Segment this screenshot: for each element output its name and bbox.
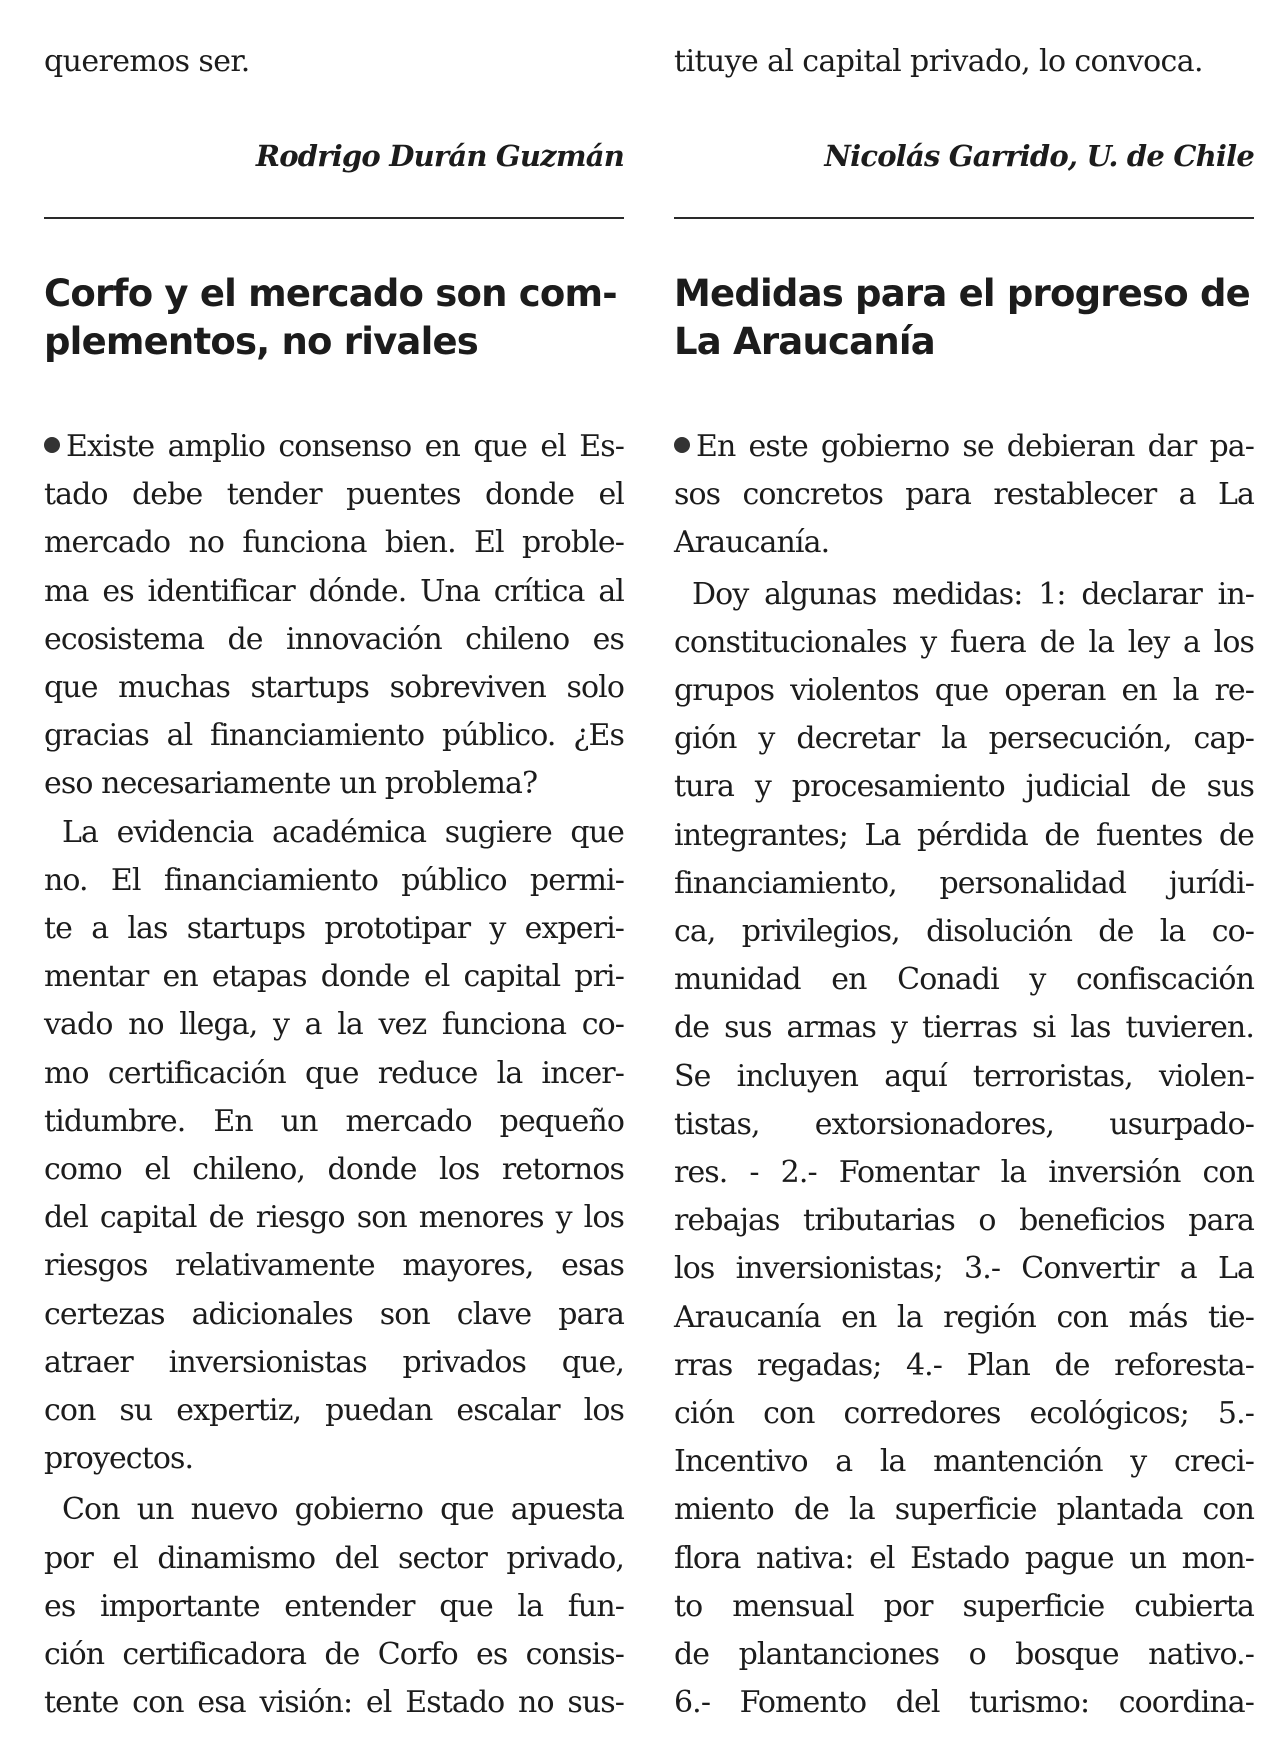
text-line: ma es identificar dónde. Una crítica al <box>44 573 624 609</box>
bullet-icon <box>674 437 690 453</box>
column-divider-rule <box>674 217 1254 219</box>
text-line: Se incluyen aquí terroristas, violen- <box>674 1058 1254 1094</box>
paragraph <box>44 809 624 1484</box>
text-line: tente con esa visión: el Estado no sus- <box>44 1685 624 1721</box>
text-line: gión y decretar la persecución, cap- <box>674 721 1254 757</box>
previous-letter-ending: tituye al capital privado, lo convoca. <box>674 44 1203 79</box>
previous-letter-ending: queremos ser. <box>44 44 250 79</box>
text-line: ca, privilegios, disolución de la co- <box>674 914 1254 950</box>
text-line: Doy algunas medidas: 1: declarar in- <box>692 576 1254 612</box>
text-line: 6.- Fomento del turismo: coordina- <box>674 1685 1254 1721</box>
column-divider-rule <box>44 217 624 219</box>
text-line: riesgos relativamente mayores, esas <box>44 1248 624 1284</box>
text-line: ción con corredores ecológicos; 5.- <box>674 1396 1254 1432</box>
text-line: como el chileno, donde los retornos <box>44 1152 624 1188</box>
text-line: integrantes; La pérdida de fuentes de <box>674 817 1254 853</box>
text-line: ecosistema de innovación chileno es <box>44 621 624 657</box>
text-line: mercado no funciona bien. El proble- <box>44 525 624 561</box>
paragraph <box>44 423 624 809</box>
text-line: miento de la superficie plantada con <box>674 1492 1254 1528</box>
text-line: que muchas startups sobreviven solo <box>44 670 624 706</box>
text-line: Incentivo a la mantención y creci- <box>674 1444 1254 1480</box>
text-line: certezas adicionales son clave para <box>44 1296 624 1332</box>
text-line: Con un nuevo gobierno que apuesta <box>62 1492 624 1528</box>
text-line: proyectos. <box>44 1441 194 1477</box>
paragraph <box>674 571 1254 1728</box>
text-line: rebajas tributarias o beneficios para <box>674 1203 1254 1239</box>
text-line: de plantanciones o bosque nativo.- <box>674 1637 1254 1673</box>
text-line: por el dinamismo del sector privado, <box>44 1540 624 1576</box>
letter-signature: Rodrigo Durán Guzmán <box>255 139 624 173</box>
text-line: de sus armas y tierras si las tuvieren. <box>674 1010 1254 1046</box>
letter-body <box>44 423 624 1727</box>
text-line: munidad en Conadi y confiscación <box>674 962 1254 998</box>
text-line: no. El financiamiento público permi- <box>44 862 624 898</box>
bullet-icon <box>44 437 60 453</box>
text-line: Araucanía en la región con más tie- <box>674 1299 1254 1335</box>
text-line: los inversionistas; 3.- Convertir a La <box>674 1251 1254 1287</box>
text-line: vado no llega, y a la vez funciona co- <box>44 1007 624 1043</box>
text-line: tidumbre. En un mercado pequeño <box>44 1103 624 1139</box>
text-line: con su expertiz, puedan escalar los <box>44 1393 624 1429</box>
letter-signature: Nicolás Garrido, U. de Chile <box>824 139 1254 173</box>
text-line: tistas, extorsionadores, usurpado- <box>674 1106 1254 1142</box>
text-line: rras regadas; 4.- Plan de reforesta- <box>674 1347 1254 1383</box>
headline-line: Corfo y el mercado son com- <box>44 272 617 315</box>
letter-headline <box>44 270 624 366</box>
text-line: tura y procesamiento judicial de sus <box>674 769 1254 805</box>
headline-line: La Araucanía <box>674 320 935 363</box>
text-line: te a las startups prototipar y experi- <box>44 911 624 947</box>
text-line: ción certificadora de Corfo es consis- <box>44 1637 624 1673</box>
text-line: es importante entender que la fun- <box>44 1588 624 1624</box>
text-line: mo certificación que reduce la incer- <box>44 1055 624 1091</box>
text-line: eso necesariamente un problema? <box>44 766 538 802</box>
text-line: tado debe tender puentes donde el <box>44 477 624 513</box>
text-line: La evidencia académica sugiere que <box>62 814 624 850</box>
text-line: En este gobierno se debieran dar pa- <box>674 423 1254 471</box>
text-line: flora nativa: el Estado pague un mon- <box>674 1540 1254 1576</box>
text-line: financiamiento, personalidad jurídi- <box>674 865 1254 901</box>
text-line: sos concretos para restablecer a La <box>674 477 1254 513</box>
headline-line: Medidas para el progreso de <box>674 272 1250 315</box>
letter-body <box>674 423 1254 1727</box>
text-line: constitucionales y fuera de la ley a los <box>674 624 1254 660</box>
text-line: mentar en etapas donde el capital pri- <box>44 959 624 995</box>
paragraph <box>674 423 1254 568</box>
text-line: res. - 2.- Fomentar la inversión con <box>674 1155 1254 1191</box>
text-line: Existe amplio consenso en que el Es- <box>44 423 624 471</box>
text-line: atraer inversionistas privados que, <box>44 1344 624 1380</box>
headline-line: plementos, no rivales <box>44 320 478 363</box>
text-line: del capital de riesgo son menores y los <box>44 1200 624 1236</box>
paragraph <box>44 1486 624 1727</box>
text-line: to mensual por superficie cubierta <box>674 1588 1254 1624</box>
letter-headline <box>674 270 1254 366</box>
text-line: grupos violentos que operan en la re- <box>674 673 1254 709</box>
text-line: gracias al financiamiento público. ¿Es <box>44 718 624 754</box>
text-line: Araucanía. <box>674 525 830 561</box>
